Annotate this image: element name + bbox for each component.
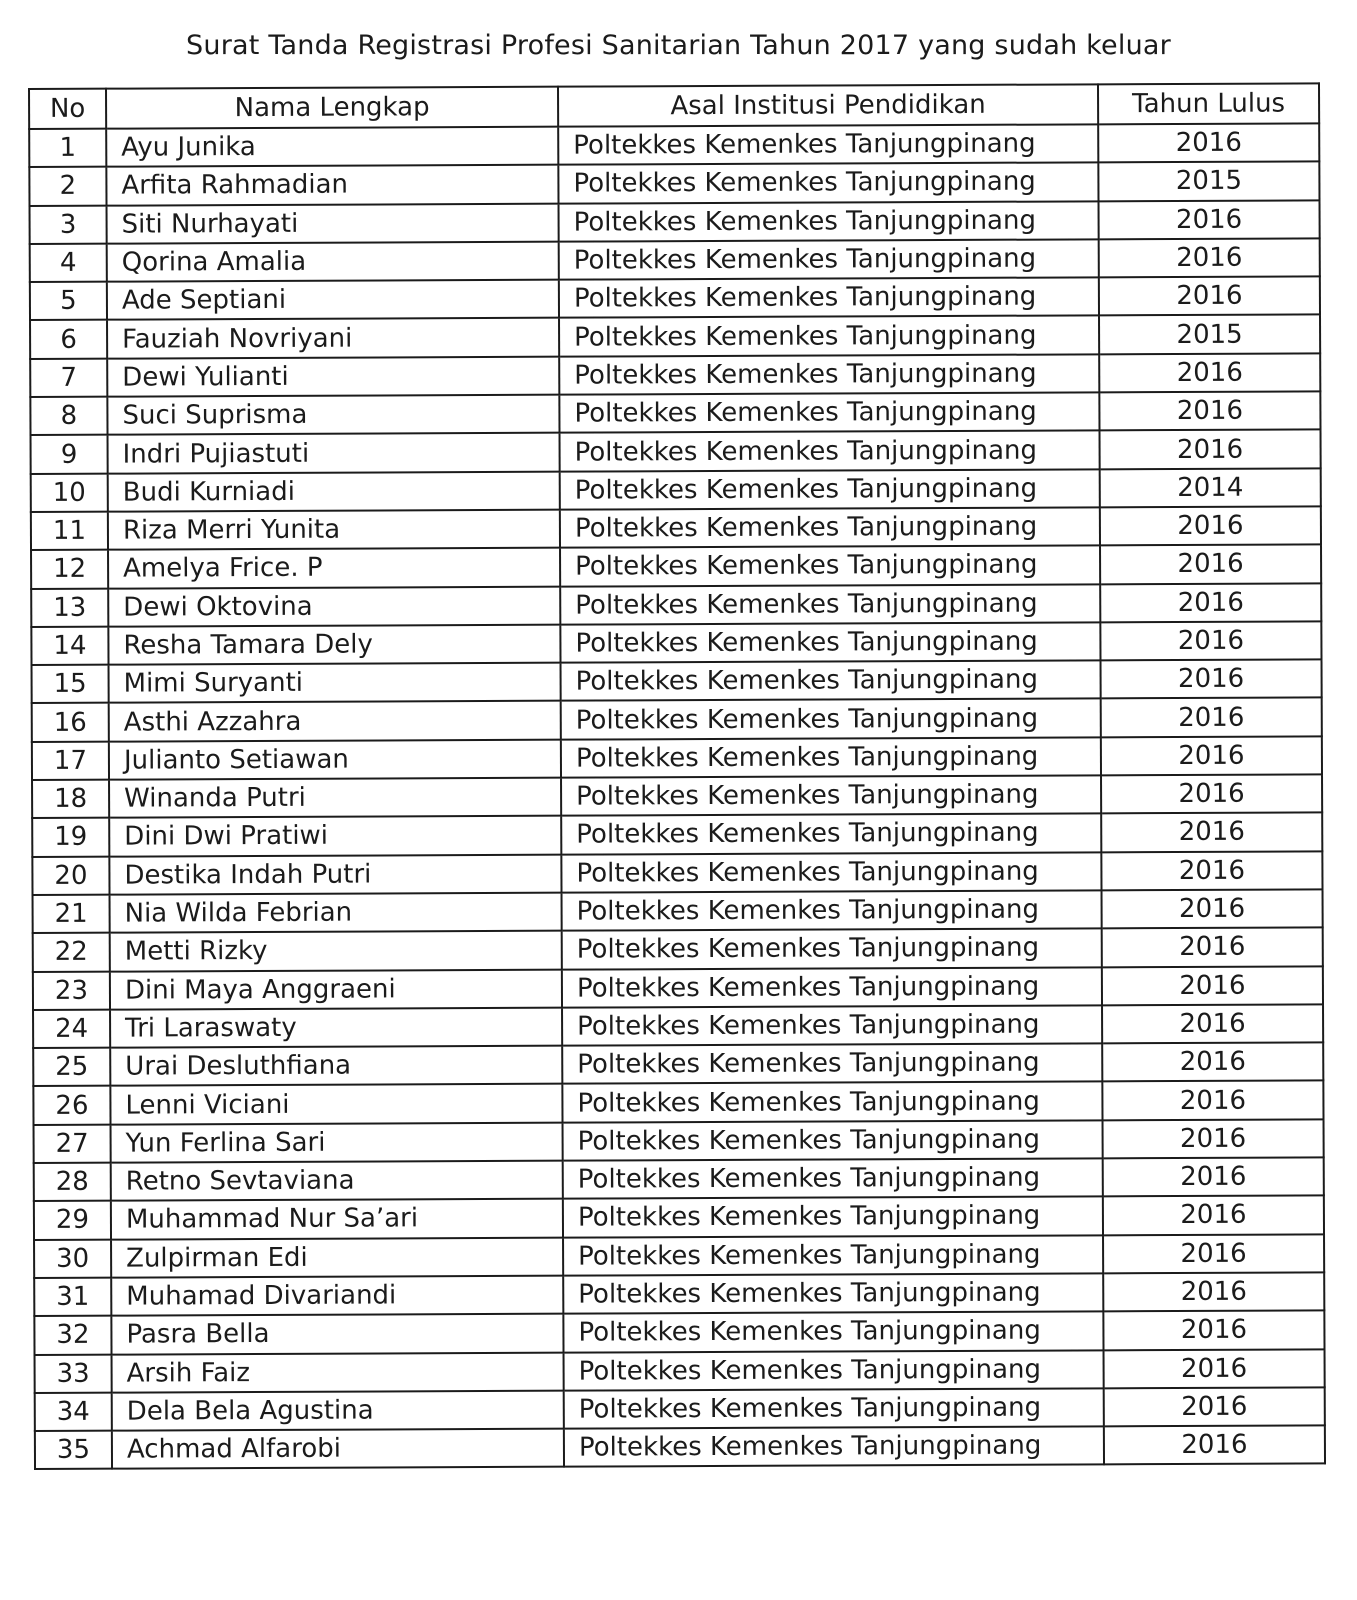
cell-no: 7 xyxy=(30,358,107,397)
table-row xyxy=(31,583,1321,627)
table-body xyxy=(29,123,1325,1469)
cell-year: 2016 xyxy=(1103,1157,1324,1196)
header-no: No xyxy=(29,89,106,129)
cell-institution: Poltekkes Kemenkes Tanjungpinang xyxy=(562,1005,1102,1046)
cell-year: 2016 xyxy=(1104,1425,1325,1464)
cell-no: 15 xyxy=(32,665,109,704)
cell-year: 2016 xyxy=(1099,391,1320,430)
cell-year: 2016 xyxy=(1103,1272,1324,1311)
cell-name: Ade Septiani xyxy=(107,280,559,320)
cell-year: 2014 xyxy=(1100,468,1321,507)
cell-institution: Poltekkes Kemenkes Tanjungpinang xyxy=(562,1043,1102,1084)
cell-no: 6 xyxy=(30,320,107,359)
cell-no: 2 xyxy=(29,167,106,206)
cell-institution: Poltekkes Kemenkes Tanjungpinang xyxy=(558,163,1098,204)
cell-institution: Poltekkes Kemenkes Tanjungpinang xyxy=(559,278,1099,319)
table-row xyxy=(33,1081,1323,1125)
cell-institution: Poltekkes Kemenkes Tanjungpinang xyxy=(564,1388,1104,1429)
table-header-row xyxy=(29,83,1319,129)
table-row xyxy=(34,1272,1324,1316)
cell-institution: Poltekkes Kemenkes Tanjungpinang xyxy=(560,584,1100,625)
cell-name: Achmad Alfarobi xyxy=(112,1429,564,1469)
table-row xyxy=(35,1387,1325,1431)
cell-name: Resha Tamara Dely xyxy=(108,625,560,665)
cell-institution: Poltekkes Kemenkes Tanjungpinang xyxy=(564,1426,1104,1467)
cell-year: 2016 xyxy=(1102,966,1323,1005)
cell-year: 2016 xyxy=(1102,1081,1323,1120)
cell-institution: Poltekkes Kemenkes Tanjungpinang xyxy=(560,469,1100,510)
cell-year: 2016 xyxy=(1102,1004,1323,1043)
cell-no: 22 xyxy=(33,933,110,972)
cell-year: 2016 xyxy=(1098,123,1319,162)
table-row xyxy=(31,545,1321,589)
cell-name: Dela Bela Agustina xyxy=(112,1390,564,1430)
cell-no: 1 xyxy=(29,129,106,168)
cell-year: 2016 xyxy=(1100,545,1321,584)
table-row xyxy=(32,660,1322,704)
cell-year: 2016 xyxy=(1100,506,1321,545)
cell-institution: Poltekkes Kemenkes Tanjungpinang xyxy=(560,622,1100,663)
cell-no: 33 xyxy=(35,1354,112,1393)
table-row xyxy=(34,1119,1324,1163)
cell-year: 2015 xyxy=(1099,315,1320,354)
table-row xyxy=(29,123,1319,167)
cell-no: 9 xyxy=(31,435,108,474)
cell-institution: Poltekkes Kemenkes Tanjungpinang xyxy=(561,699,1101,740)
cell-year: 2016 xyxy=(1099,277,1320,316)
cell-name: Qorina Amalia xyxy=(107,242,559,282)
cell-name: Fauziah Novriyani xyxy=(107,318,559,358)
cell-name: Asthi Azzahra xyxy=(109,701,561,741)
table-row xyxy=(33,1042,1323,1086)
cell-institution: Poltekkes Kemenkes Tanjungpinang xyxy=(558,124,1098,165)
cell-institution: Poltekkes Kemenkes Tanjungpinang xyxy=(561,852,1101,893)
cell-institution: Poltekkes Kemenkes Tanjungpinang xyxy=(562,1082,1102,1123)
cell-name: Urai Desluthfiana xyxy=(110,1046,562,1086)
cell-name: Tri Laraswaty xyxy=(110,1008,562,1048)
cell-no: 34 xyxy=(35,1392,112,1431)
cell-name: Dini Dwi Pratiwi xyxy=(109,816,561,856)
cell-name: Metti Rizky xyxy=(110,931,562,971)
cell-no: 8 xyxy=(30,397,107,436)
cell-name: Nia Wilda Febrian xyxy=(110,893,562,933)
table-row xyxy=(32,851,1322,895)
cell-year: 2016 xyxy=(1101,736,1322,775)
table-row xyxy=(33,1004,1323,1048)
cell-no: 13 xyxy=(31,588,108,627)
cell-institution: Poltekkes Kemenkes Tanjungpinang xyxy=(560,431,1100,472)
cell-no: 27 xyxy=(34,1124,111,1163)
cell-name: Siti Nurhayati xyxy=(107,203,559,243)
cell-no: 3 xyxy=(30,205,107,244)
cell-no: 11 xyxy=(31,512,108,551)
registration-table xyxy=(28,82,1326,1470)
cell-institution: Poltekkes Kemenkes Tanjungpinang xyxy=(563,1197,1103,1238)
cell-year: 2016 xyxy=(1099,238,1320,277)
cell-name: Suci Suprisma xyxy=(107,395,559,435)
cell-name: Winanda Putri xyxy=(109,778,561,818)
cell-name: Retno Sevtaviana xyxy=(111,1161,563,1201)
cell-no: 23 xyxy=(33,971,110,1010)
table-row xyxy=(32,774,1322,818)
cell-no: 31 xyxy=(34,1278,111,1317)
table-row xyxy=(31,621,1321,665)
cell-institution: Poltekkes Kemenkes Tanjungpinang xyxy=(563,1235,1103,1276)
cell-year: 2016 xyxy=(1100,430,1321,469)
table-row xyxy=(30,353,1320,397)
cell-name: Amelya Frice. P xyxy=(108,548,560,588)
cell-institution: Poltekkes Kemenkes Tanjungpinang xyxy=(563,1273,1103,1314)
table-row xyxy=(30,391,1320,435)
cell-institution: Poltekkes Kemenkes Tanjungpinang xyxy=(559,201,1099,242)
cell-institution: Poltekkes Kemenkes Tanjungpinang xyxy=(563,1158,1103,1199)
cell-name: Dewi Oktovina xyxy=(108,586,560,626)
table-row xyxy=(30,277,1320,321)
cell-year: 2016 xyxy=(1103,1234,1324,1273)
cell-year: 2016 xyxy=(1104,1387,1325,1426)
cell-no: 20 xyxy=(32,856,109,895)
header-institution: Asal Institusi Pendidikan xyxy=(558,84,1098,126)
cell-institution: Poltekkes Kemenkes Tanjungpinang xyxy=(559,239,1099,280)
cell-name: Mimi Suryanti xyxy=(109,663,561,703)
cell-name: Pasra Bella xyxy=(111,1314,563,1354)
cell-name: Dini Maya Anggraeni xyxy=(110,969,562,1009)
cell-name: Lenni Viciani xyxy=(110,1084,562,1124)
cell-no: 10 xyxy=(31,473,108,512)
cell-year: 2016 xyxy=(1101,774,1322,813)
table-row xyxy=(33,966,1323,1010)
cell-no: 29 xyxy=(34,1201,111,1240)
header-year: Tahun Lulus xyxy=(1098,83,1319,124)
cell-institution: Poltekkes Kemenkes Tanjungpinang xyxy=(563,1312,1103,1353)
cell-institution: Poltekkes Kemenkes Tanjungpinang xyxy=(561,814,1101,855)
table-row xyxy=(31,468,1321,512)
cell-institution: Poltekkes Kemenkes Tanjungpinang xyxy=(560,507,1100,548)
cell-no: 28 xyxy=(34,1163,111,1202)
cell-year: 2016 xyxy=(1103,1196,1324,1235)
table-row xyxy=(33,889,1323,933)
cell-year: 2016 xyxy=(1103,1311,1324,1350)
cell-name: Yun Ferlina Sari xyxy=(111,1122,563,1162)
cell-year: 2016 xyxy=(1101,660,1322,699)
cell-no: 21 xyxy=(33,895,110,934)
cell-no: 18 xyxy=(32,780,109,819)
cell-institution: Poltekkes Kemenkes Tanjungpinang xyxy=(563,1120,1103,1161)
cell-year: 2016 xyxy=(1101,851,1322,890)
table-row xyxy=(30,238,1320,282)
cell-institution: Poltekkes Kemenkes Tanjungpinang xyxy=(562,967,1102,1008)
cell-name: Ayu Junika xyxy=(106,127,558,167)
cell-name: Riza Merri Yunita xyxy=(108,510,560,550)
cell-name: Muhammad Nur Sa’ari xyxy=(111,1199,563,1239)
cell-no: 19 xyxy=(32,818,109,857)
table-row xyxy=(34,1311,1324,1355)
table-row xyxy=(34,1157,1324,1201)
cell-name: Indri Pujiastuti xyxy=(108,433,560,473)
cell-institution: Poltekkes Kemenkes Tanjungpinang xyxy=(561,775,1101,816)
cell-institution: Poltekkes Kemenkes Tanjungpinang xyxy=(559,392,1099,433)
table-row xyxy=(34,1196,1324,1240)
cell-name: Zulpirman Edi xyxy=(111,1237,563,1277)
cell-name: Arsih Faiz xyxy=(112,1352,564,1392)
cell-institution: Poltekkes Kemenkes Tanjungpinang xyxy=(561,660,1101,701)
cell-year: 2016 xyxy=(1100,621,1321,660)
cell-year: 2015 xyxy=(1098,162,1319,201)
cell-no: 5 xyxy=(30,282,107,321)
cell-name: Budi Kurniadi xyxy=(108,471,560,511)
table-row xyxy=(32,698,1322,742)
table-row xyxy=(32,736,1322,780)
cell-name: Dewi Yulianti xyxy=(107,356,559,396)
cell-year: 2016 xyxy=(1103,1119,1324,1158)
cell-year: 2016 xyxy=(1099,200,1320,239)
cell-institution: Poltekkes Kemenkes Tanjungpinang xyxy=(562,929,1102,970)
table-row xyxy=(35,1349,1325,1393)
cell-year: 2016 xyxy=(1101,813,1322,852)
cell-name: Julianto Setiawan xyxy=(109,739,561,779)
cell-name: Destika Indah Putri xyxy=(109,854,561,894)
cell-no: 4 xyxy=(30,244,107,283)
cell-name: Arfita Rahmadian xyxy=(106,165,558,205)
cell-institution: Poltekkes Kemenkes Tanjungpinang xyxy=(562,890,1102,931)
table-row xyxy=(31,506,1321,550)
cell-year: 2016 xyxy=(1104,1349,1325,1388)
cell-no: 25 xyxy=(33,1048,110,1087)
cell-no: 30 xyxy=(34,1239,111,1278)
table-row xyxy=(30,315,1320,359)
cell-no: 14 xyxy=(31,627,108,666)
cell-year: 2016 xyxy=(1102,889,1323,928)
table-row xyxy=(34,1234,1324,1278)
cell-institution: Poltekkes Kemenkes Tanjungpinang xyxy=(559,354,1099,395)
cell-no: 35 xyxy=(35,1431,112,1470)
table-row xyxy=(35,1425,1325,1469)
document-title: Surat Tanda Registrasi Profesi Sanitarian Tahun 2017 yang sudah keluar xyxy=(186,30,1171,61)
cell-no: 17 xyxy=(32,741,109,780)
cell-name: Muhamad Divariandi xyxy=(111,1276,563,1316)
cell-institution: Poltekkes Kemenkes Tanjungpinang xyxy=(561,737,1101,778)
cell-institution: Poltekkes Kemenkes Tanjungpinang xyxy=(559,316,1099,357)
cell-institution: Poltekkes Kemenkes Tanjungpinang xyxy=(564,1350,1104,1391)
cell-no: 24 xyxy=(33,1009,110,1048)
cell-year: 2016 xyxy=(1101,698,1322,737)
table-row xyxy=(30,200,1320,244)
cell-no: 16 xyxy=(32,703,109,742)
table-row xyxy=(32,813,1322,857)
cell-no: 12 xyxy=(31,550,108,589)
cell-no: 26 xyxy=(33,1086,110,1125)
cell-no: 32 xyxy=(34,1316,111,1355)
table-row xyxy=(33,928,1323,972)
cell-year: 2016 xyxy=(1102,1042,1323,1081)
table-row xyxy=(29,162,1319,206)
cell-year: 2016 xyxy=(1100,583,1321,622)
cell-year: 2016 xyxy=(1102,928,1323,967)
cell-year: 2016 xyxy=(1099,353,1320,392)
header-name: Nama Lengkap xyxy=(106,87,558,129)
cell-institution: Poltekkes Kemenkes Tanjungpinang xyxy=(560,546,1100,587)
table-row xyxy=(31,430,1321,474)
